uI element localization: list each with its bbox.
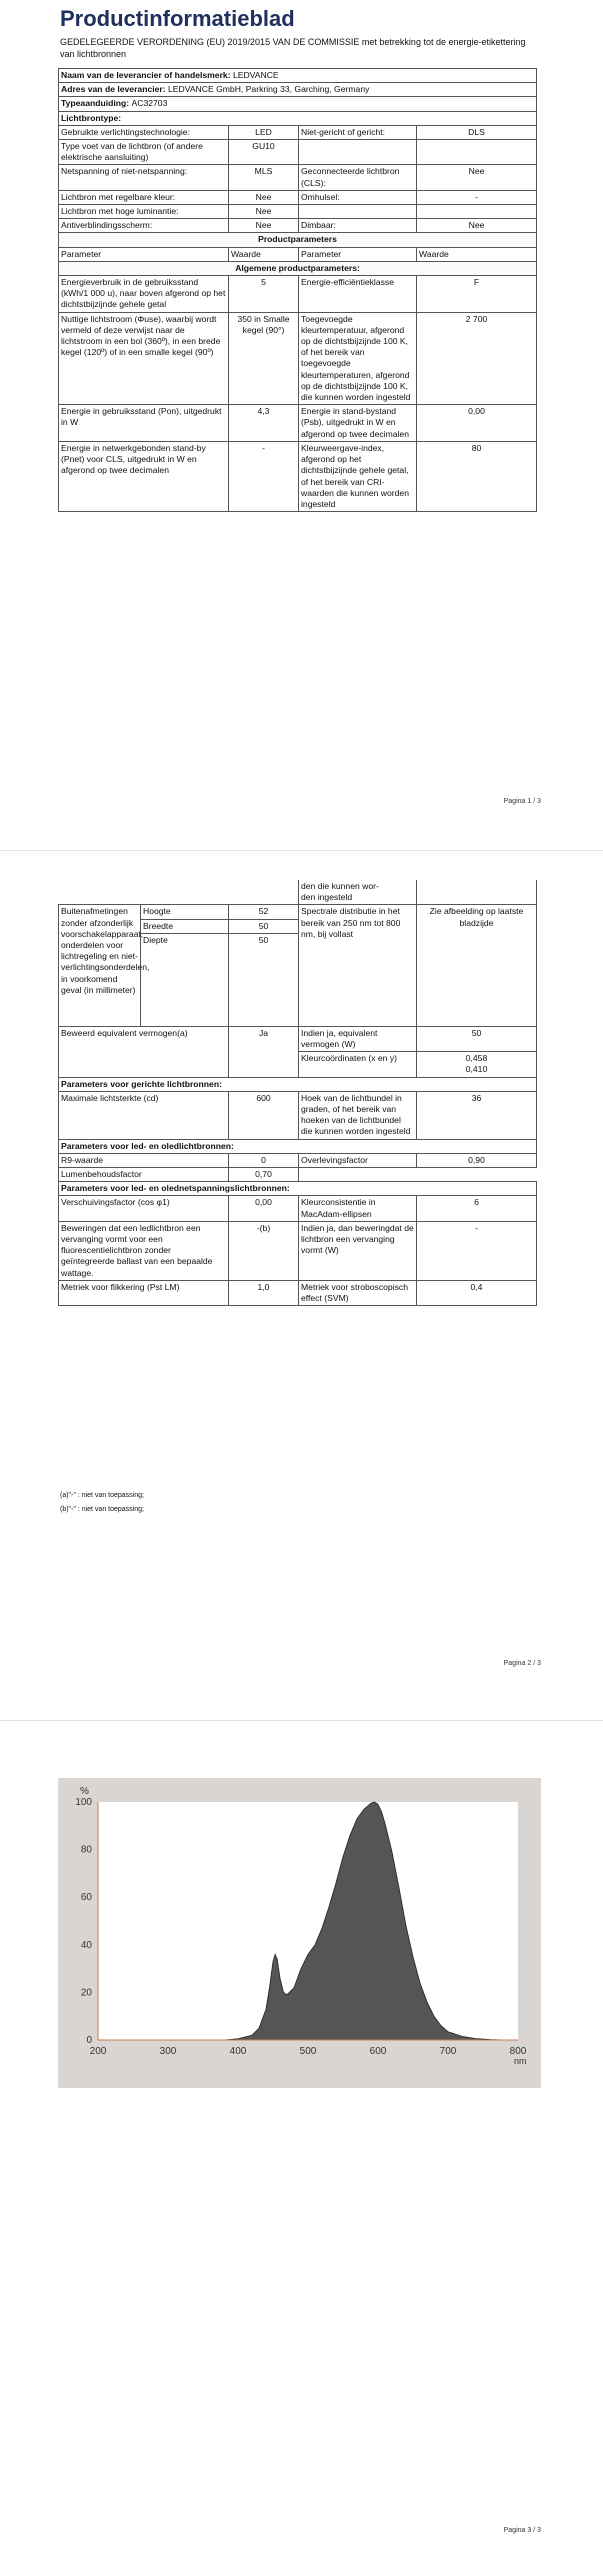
type-cell: LED [229, 125, 299, 139]
type-cell: Nee [417, 219, 537, 233]
params-section-row [59, 233, 537, 247]
svm-value: 0,4 [417, 1280, 537, 1305]
x-tick-label: 400 [229, 2046, 247, 2057]
claims-row [59, 1221, 537, 1280]
page-separator [0, 1720, 603, 1721]
page-1 [0, 0, 603, 830]
type-cell [417, 140, 537, 165]
supplier-value: LEDVANCE [232, 70, 279, 80]
r9-row [59, 1153, 537, 1167]
survival-value: 0,90 [417, 1153, 537, 1167]
type-cell: Nee [229, 190, 299, 204]
param-cell: 4,3 [229, 405, 299, 442]
equiv-w-value: 50 [417, 1026, 537, 1051]
lumen-row [59, 1168, 537, 1182]
cos-value: 0,00 [229, 1196, 299, 1221]
param-rows [59, 276, 537, 512]
param-row [59, 405, 537, 442]
page-2 [0, 880, 603, 1700]
claims-label: Beweringen dat een ledlichtbron een vervanging vormt voor een fluorescentielichtbron zonder geïntegreerde ballast van een bepaalde wattage. [59, 1221, 229, 1280]
param-cell: Energieverbruik in de gebruiksstand (kWh/1 000 u), naar boven afgerond op het dichtstbijzijnde gehele getal [59, 276, 229, 313]
max-intensity-value: 600 [229, 1091, 299, 1139]
col-value-2: Waarde [417, 247, 537, 261]
address-label: Adres van de leverancier: [61, 84, 166, 95]
chroma-label: Kleurcoördinaten (x en y) [299, 1052, 417, 1077]
param-cell: Energie-efficiëntieklasse [299, 276, 417, 313]
param-cell: Energie in stand-bystand (Psb), uitgedrukt in W en afgerond op twee decimalen [299, 405, 417, 442]
type-cell: DLS [417, 125, 537, 139]
equiv-label: Beweerd equivalent vermogen(a) [59, 1026, 229, 1077]
type-cell: MLS [229, 165, 299, 190]
type-cell: Geconnecteerde lichtbron (CLS): [299, 165, 417, 190]
spectral-label: Spectrale distributie in het bereik van 250 nm tot 800 nm, bij vollast [299, 905, 417, 1026]
address-row [59, 83, 537, 97]
cri-continued-row: den die kunnen wor- den ingesteld [59, 880, 537, 905]
page-number-2: Pagina 2 / 3 [503, 1660, 541, 1667]
general-section-title: Algemene productparameters: [59, 261, 537, 275]
type-cell: Dimbaar: [299, 219, 417, 233]
regulation-subtitle: GEDELEGEERDE VERORDENING (EU) 2019/2015 VAN DE COMMISSIE met betrekking tot de energie-etikettering van lichtbronnen [60, 37, 526, 59]
width-value: 50 [229, 919, 299, 933]
r9-label: R9-waarde [59, 1153, 229, 1167]
type-cell: Lichtbron met regelbare kleur: [59, 190, 229, 204]
x-tick-label: 300 [159, 2046, 177, 2057]
supplier-label: Naam van de leverancier of handelsmerk: [61, 70, 231, 80]
flicker-value: 1,0 [229, 1280, 299, 1305]
model-label: Typeaanduiding: [61, 98, 130, 109]
y-tick-label: 60 [80, 1892, 92, 1904]
replace-label: Indien ja, dan beweringdat de lichtbron een vervanging vormt (W) [299, 1221, 417, 1280]
y-tick-label: 100 [75, 1797, 92, 1808]
consistency-value: 6 [417, 1196, 537, 1221]
chroma-x: 0,458 [465, 1053, 488, 1064]
type-row [59, 205, 537, 219]
type-cell [299, 205, 417, 219]
param-cell: Energie in gebruiksstand (Pon), uitgedrukt in W [59, 405, 229, 442]
page-number-3: Pagina 3 / 3 [503, 2527, 541, 2534]
type-cell: Niet-gericht of gericht: [299, 125, 417, 139]
svm-label: Metriek voor stroboscopisch effect (SVM) [299, 1280, 417, 1305]
param-cell: 5 [229, 276, 299, 313]
x-axis-label: nm [514, 2056, 527, 2066]
supplier-row [59, 69, 537, 83]
type-row [59, 219, 537, 233]
directional-title: Parameters voor gerichte lichtbronnen: [59, 1077, 537, 1091]
type-cell: Lichtbron met hoge luminantie: [59, 205, 229, 219]
depth-label: Diepte [141, 933, 229, 1026]
page-separator [0, 850, 603, 851]
x-tick-label: 800 [509, 2046, 527, 2057]
col-value-1: Waarde [229, 247, 299, 261]
type-cell: Antiverblindingsscherm: [59, 219, 229, 233]
type-rows [59, 125, 537, 233]
mls-section-row [59, 1182, 537, 1196]
param-cell: 350 in Smalle kegel (90°) [229, 312, 299, 405]
depth-value: 50 [229, 933, 299, 1026]
lumen-value: 0,70 [229, 1168, 299, 1182]
claims-value: -(b) [229, 1221, 299, 1280]
param-row [59, 276, 537, 313]
param-row [59, 312, 537, 405]
x-tick-label: 600 [369, 2046, 387, 2057]
beam-angle-value: 36 [417, 1091, 537, 1139]
address-value: LEDVANCE GmbH, Parkring 33, Garching, Germany [168, 84, 370, 95]
y-tick-label: 40 [80, 1939, 92, 1951]
x-tick-label: 700 [439, 2046, 457, 2057]
chroma-y: 0,410 [465, 1064, 488, 1075]
type-cell [417, 205, 537, 219]
param-cell: 80 [417, 441, 537, 511]
equiv-w-label: Indien ja, equivalent vermogen (W) [299, 1026, 417, 1051]
width-label: Breedte [141, 919, 229, 933]
param-cell: Nuttige lichtstroom (Φuse), waarbij wordt vermeld of deze verwijst naar de lichtstroom in een bol (360º), in een brede kegel (120º) of in een smalle kegel (90º) [59, 312, 229, 405]
param-row [59, 441, 537, 511]
spectral-chart [58, 1778, 541, 2088]
cos-row [59, 1196, 537, 1221]
equiv-value: Ja [229, 1026, 299, 1077]
col-param-1: Parameter [59, 247, 229, 261]
type-row [59, 165, 537, 190]
max-intensity-label: Maximale lichtsterkte (cd) [59, 1091, 229, 1139]
param-cell: - [229, 441, 299, 511]
param-cell: 2 700 [417, 312, 537, 405]
flicker-row [59, 1280, 537, 1305]
param-cell: Energie in netwerkgebonden stand-by (Pnet) voor CLS, uitgedrukt in W en afgerond op twee decimalen [59, 441, 229, 511]
param-cell: Toegevoegde kleurtemperatuur, afgerond op de dichtstbijzijnde 100 K, of het bereik van toegevoegde kleurtemperaturen, afgerond op de dichtstbijzijnde 100 K, die kunnen worden ingesteld [299, 312, 417, 405]
type-cell: GU10 [229, 140, 299, 165]
type-cell: Nee [229, 205, 299, 219]
type-cell: Nee [417, 165, 537, 190]
footnote-b: (b)"-" : niet van toepassing; [60, 1506, 144, 1513]
general-section-row [59, 261, 537, 275]
mls-title: Parameters voor led- en olednetspanningslichtbronnen: [59, 1182, 537, 1196]
replace-value: - [417, 1221, 537, 1280]
lumen-label: Lumenbehoudsfactor [59, 1168, 229, 1182]
led-section-row [59, 1139, 537, 1153]
model-row [59, 97, 537, 111]
params-column-header [59, 247, 537, 261]
model-value: AC32703 [131, 98, 168, 109]
survival-label: Overlevingsfactor [299, 1153, 417, 1167]
dims-label: Buitenafmetingen zonder afzonderlijk voorschakelapparaat, onderdelen voor lichtregeling en niet-verlichtingsonderdelen, in voorkomend geval (in millimeter) [59, 905, 141, 1026]
flicker-label: Metriek voor flikkering (Pst LM) [59, 1280, 229, 1305]
type-row [59, 190, 537, 204]
y-tick-label: 80 [80, 1844, 92, 1856]
equiv-row [59, 1026, 537, 1051]
params-continued-table [58, 880, 537, 1306]
height-label: Hoogte [141, 905, 229, 919]
type-row [59, 125, 537, 139]
y-axis-label: % [80, 1786, 89, 1797]
x-tick-label: 500 [299, 2046, 317, 2057]
y-tick-label: 20 [80, 1987, 92, 1999]
r9-value: 0 [229, 1153, 299, 1167]
supplier-table [58, 68, 537, 512]
height-value: 52 [229, 905, 299, 919]
type-cell: Netspanning of niet-netspanning: [59, 165, 229, 190]
type-cell: Gebruikte verlichtingstechnologie: [59, 125, 229, 139]
page-title: Productinformatieblad [60, 6, 295, 31]
spectral-value: Zie afbeelding op laatste bladzijde [417, 905, 537, 1026]
param-cell: Kleurweergave-index, afgerond op het dichtstbijzijnde gehele getal, of het bereik van CRI-waarden die kunnen worden ingesteld [299, 441, 417, 511]
beam-angle-label: Hoek van de lichtbundel in graden, of het bereik van hoeken van de lichtbundel die kunnen worden ingesteld [299, 1091, 417, 1139]
param-cell: 0,00 [417, 405, 537, 442]
type-row [59, 140, 537, 165]
cos-label: Verschuivingsfactor (cos φ1) [59, 1196, 229, 1221]
page-number-1: Pagina 1 / 3 [503, 798, 541, 805]
spectral-chart-svg [58, 1778, 541, 2088]
param-cell: F [417, 276, 537, 313]
directional-section-row [59, 1077, 537, 1091]
type-cell: Omhulsel: [299, 190, 417, 204]
col-param-2: Parameter [299, 247, 417, 261]
max-intensity-row [59, 1091, 537, 1139]
consistency-label: Kleurconsistentie in MacAdam-ellipsen [299, 1196, 417, 1221]
footnote-a: (a)"-" : niet van toepassing; [60, 1492, 144, 1499]
type-cell: Type voet van de lichtbron (of andere elektrische aansluiting) [59, 140, 229, 165]
type-header-row [59, 111, 537, 125]
x-tick-label: 200 [89, 2046, 107, 2057]
dimensions-row [59, 905, 537, 919]
led-title: Parameters voor led- en oledlichtbronnen: [59, 1139, 537, 1153]
type-label: Lichtbrontype: [59, 111, 537, 125]
type-cell [299, 140, 417, 165]
type-cell: Nee [229, 219, 299, 233]
type-cell: - [417, 190, 537, 204]
params-section-title: Productparameters [59, 233, 537, 247]
y-tick-label: 0 [86, 2035, 92, 2046]
